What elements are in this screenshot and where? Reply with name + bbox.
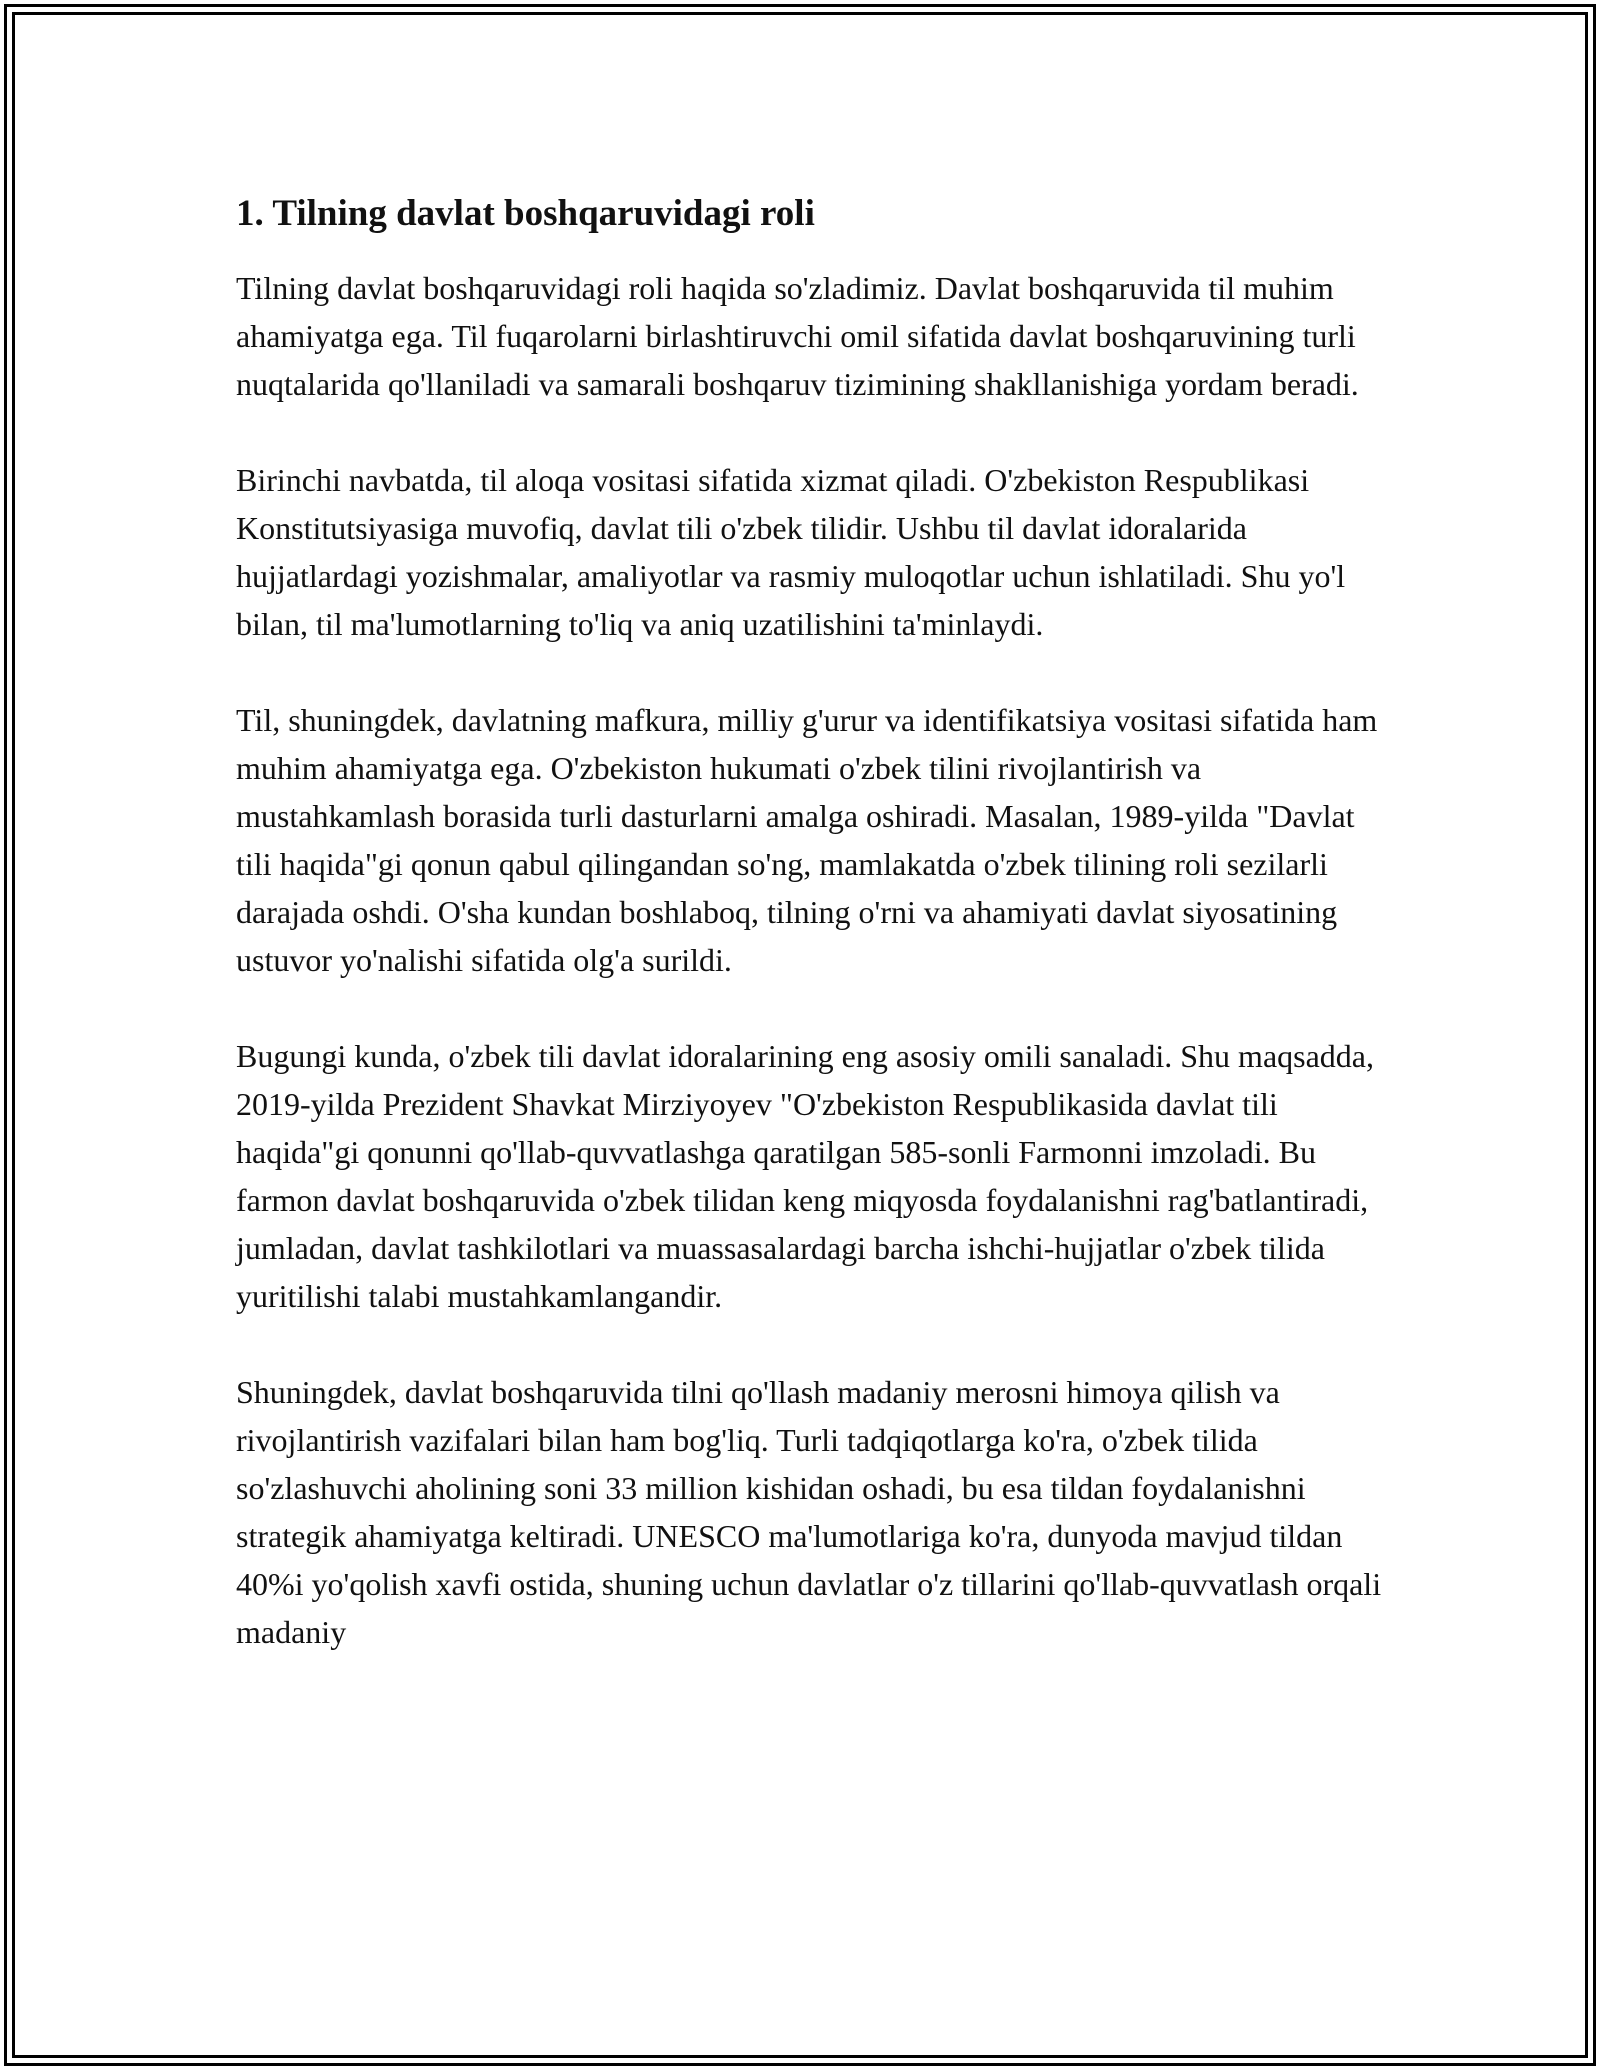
paragraph-2: Birinchi navbatda, til aloqa vositasi sifatida xizmat qiladi. O'zbekiston Respublikasi Konstitutsiyasiga muvofiq, davlat tili o'zbek tilidir. Ushbu til davlat idoralarida hujjatlardagi yozishmalar, amaliyotlar va rasmiy muloqotlar uchun ishlatiladi. Shu yo'l bilan, til ma'lumotlarning to'liq va aniq uzatilishini ta'minlaydi. [236,462,1346,642]
paragraph-4: Bugungi kunda, o'zbek tili davlat idoralarining eng asosiy omili sanaladi. Shu maqsadda, 2019-yilda Prezident Shavkat Mirziyoyev "O'zbekiston Respublikasida davlat tili haqida"gi qonunni qo'llab-quvvatlashga qaratilgan 585-sonli Farmonni imzoladi. Bu farmon davlat boshqaruvida o'zbek tilidan keng miqyosda foydalanishni rag'batlantiradi, jumladan, davlat tashkilotlari va muassasalardagi barcha ishchi-hujjatlar o'zbek tilida yuritilishi talabi mustahkamlangandir. [236,1038,1374,1314]
section-heading: 1. Tilning davlat boshqaruvidagi roli [236,193,815,234]
paragraph-1: Tilning davlat boshqaruvidagi roli haqida so'zladimiz. Davlat boshqaruvida til muhim ahamiyatga ega. Til fuqarolarni birlashtiruvchi omil sifatida davlat boshqaruvining turli nuqtalarida qo'llaniladi va samarali boshqaruv tizimining shakllanishiga yordam beradi. [236,270,1359,402]
paragraph-5: Shuningdek, davlat boshqaruvida tilni qo'llash madaniy merosni himoya qilish va rivojlantirish vazifalari bilan ham bog'liq. Turli tadqiqotlarga ko'ra, o'zbek tilida so'zlashuvchi aholining soni 33 million kishidan oshadi, bu esa tildan foydalanishni strategik ahamiyatga keltiradi. UNESCO ma'lumotlariga ko'ra, dunyoda mavjud tildan 40%i yo'qolish xavfi ostida, shuning uchun davlatlar o'z tillarini qo'llab-quvvatlash orqali madaniy [236,1374,1382,1650]
paragraph-3: Til, shuningdek, davlatning mafkura, milliy g'urur va identifikatsiya vositasi sifatida ham muhim ahamiyatga ega. O'zbekiston hukumati o'zbek tilini rivojlantirish va mustahkamlash borasida turli dasturlarni amalga oshiradi. Masalan, 1989-yilda "Davlat tili haqida"gi qonun qabul qilingandan so'ng, mamlakatda o'zbek tilining roli sezilarli darajada oshdi. O'sha kundan boshlaboq, tilning o'rni va ahamiyati davlat siyosatining ustuvor yo'nalishi sifatida olg'a surildi. [236,702,1378,978]
document-body [236,190,1386,1704]
